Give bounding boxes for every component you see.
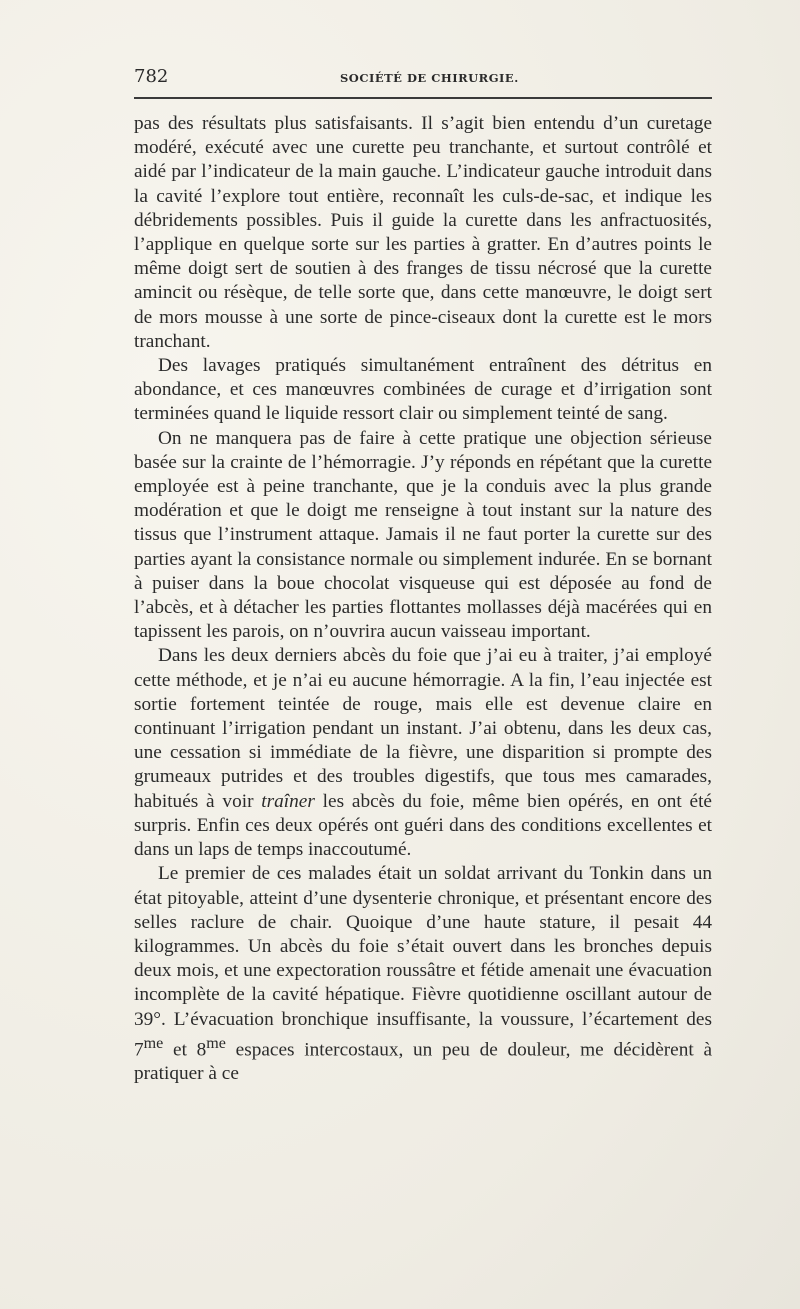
superscript-1: me <box>143 1034 164 1052</box>
header-rule <box>134 97 712 99</box>
page-number: 782 <box>134 66 169 87</box>
body-text <box>134 112 712 1087</box>
paragraph-5-text-before: Le premier de ces malades était un soldat arrivant du Tonkin dans un état pitoyable, atteint d’une dysenterie chronique, et présentant encore des selles raclure de chair. Quoique d’une haute stature, il pesait 44 kilogrammes. Un abcès du foie s’était ouvert dans les bronches depuis deux mois, et une expectoration roussâtre et fétide amenait une évacuation incomplète de la cavité hépatique. Fièvre quotidienne oscillant autour de 39°. L’évacuation bronchique insuffisante, la voussure, l’écartement des 7 <box>134 863 712 1061</box>
paragraph-5-text-after: espaces intercostaux, un peu de douleur, me décidèrent à pratiquer à ce <box>134 1039 713 1085</box>
superscript-2: me <box>206 1034 226 1052</box>
paragraph-2: Des lavages pratiqués simultanément entraînent des détritus en abondance, et ces manœuvres combinées de curage et d’irrigation sont terminées quand le liquide ressort clair ou simplement teinté de sang. <box>134 355 712 425</box>
paragraph-4 <box>134 644 712 862</box>
paragraph-5 <box>134 862 712 1086</box>
running-head: SOCIÉTÉ DE CHIRURGIE. <box>340 71 519 85</box>
paragraph-3: On ne manquera pas de faire à cette pratique une objection sérieuse basée sur la crainte de l’hémorragie. J’y réponds en répétant que la curette employée est à peine tranchante, que je la conduis avec la plus grande modération et que le doigt me renseigne à tout instant sur la nature des tissus que l’instrument attaque. Jamais il ne faut porter la curette sur des parties ayant la consistance normale ou simplement indurée. En se bornant à puiser dans la boue chocolat visqueuse qui est déposée au fond de l’abcès, et à détacher les parties flottantes mollasses déjà macérées qui en tapissent les parois, on n’ouvrira aucun vaisseau important. <box>134 427 712 643</box>
paragraph-5-text-mid: et 8 <box>163 1039 207 1061</box>
paragraph-1: pas des résultats plus satisfaisants. Il s’agit bien entendu d’un curetage modéré, exécuté avec une curette peu tranchante, et surtout contrôlé et aidé par l’indicateur de la main gauche. L’indicateur gauche introduit dans la cavité l’explore tout entière, reconnaît les culs-de-sac, et indique les débridements possibles. Puis il guide la curette dans les anfractuosités, l’applique en quelque sorte sur les parties à gratter. En d’autres points le même doigt sert de soutien à des franges de tissu nécrosé que la curette amincit ou résèque, de telle sorte que, dans cette manœuvre, le doigt sert de mors mousse à une sorte de pince-ciseaux dont la curette est le mors tranchant. <box>134 113 712 352</box>
italic-word: traîner <box>261 790 315 812</box>
paragraph-4-text-before: Dans les deux derniers abcès du foie que j’ai eu à traiter, j’ai employé cette méthode, et je n’ai eu aucune hémorragie. A la fin, l’eau injectée est sortie fortement teintée de rouge, mais elle est devenue claire en continuant l’irrigation pendant un instant. J’ai obtenu, dans les deux cas, une cessation si immédiate de la fièvre, une disparition si prompte des grumeaux putrides et des troubles digestifs, que tous mes camarades, habitués à voir <box>134 645 712 812</box>
page-header <box>134 66 712 96</box>
paragraph-4-text-after: les abcès du foie, même bien opérés, en ont été surpris. Enfin ces deux opérés ont guéri dans des conditions excellentes et dans un laps de temps inaccoutumé. <box>134 790 712 861</box>
